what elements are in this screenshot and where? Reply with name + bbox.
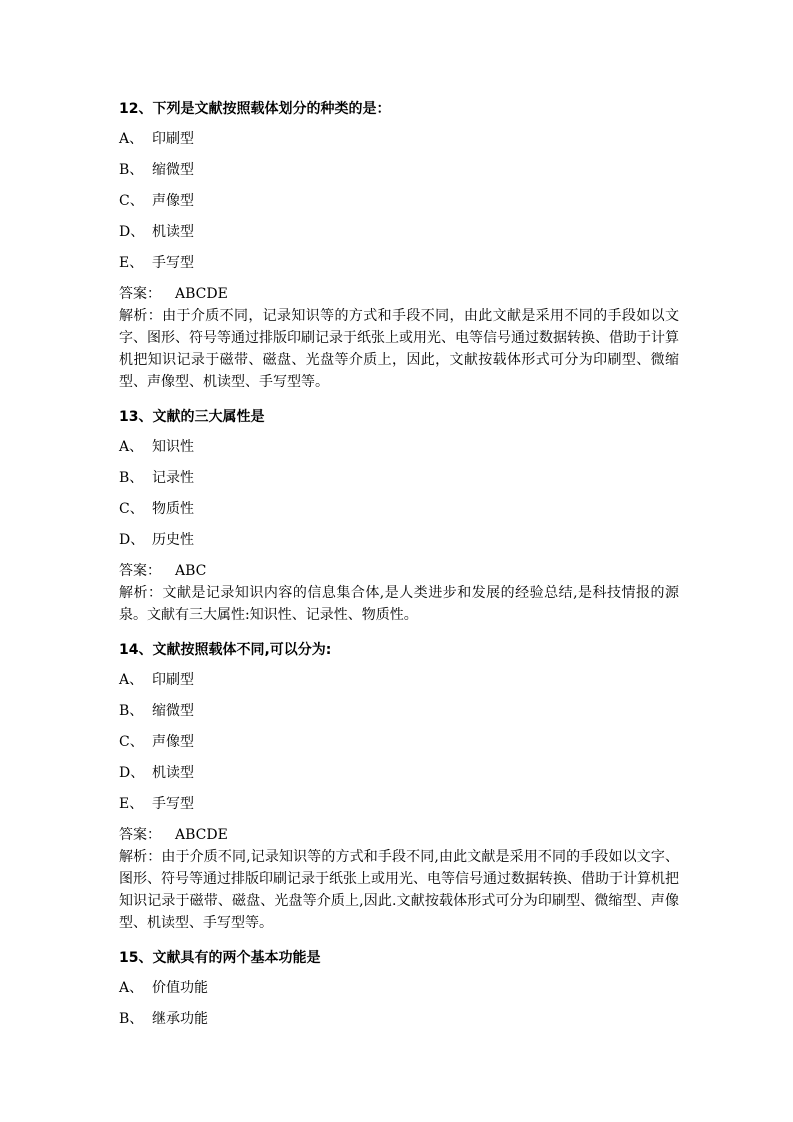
option-a <box>119 129 679 149</box>
answer-line <box>119 825 679 846</box>
option-text: 机读型 <box>152 224 194 240</box>
option-a <box>119 670 679 690</box>
option-text: 声像型 <box>152 734 194 750</box>
option-c <box>119 732 679 752</box>
option-b <box>119 1009 679 1029</box>
option-letter: B、 <box>119 162 144 178</box>
option-text: 价值功能 <box>152 980 208 996</box>
option-text: 记录性 <box>152 470 194 486</box>
option-letter: E、 <box>119 255 144 271</box>
option-text: 知识性 <box>152 439 194 455</box>
question-12 <box>119 100 679 393</box>
question-15 <box>119 949 679 1029</box>
option-letter: A、 <box>119 980 144 996</box>
option-letter: C、 <box>119 501 144 517</box>
option-text: 机读型 <box>152 765 194 781</box>
question-14 <box>119 641 679 934</box>
option-a <box>119 978 679 998</box>
option-letter: B、 <box>119 1011 144 1027</box>
option-d <box>119 763 679 783</box>
document-page <box>119 100 679 1040</box>
option-e <box>119 794 679 814</box>
answer-line <box>119 561 679 582</box>
option-letter: A、 <box>119 439 144 455</box>
option-letter: A、 <box>119 131 144 147</box>
question-13 <box>119 408 679 626</box>
answer-line <box>119 284 679 305</box>
option-letter: C、 <box>119 193 144 209</box>
option-e <box>119 253 679 273</box>
explanation: 解析：由于介质不同,记录知识等的方式和手段不同,由此文献是采用不同的手段如以文字、图形、符号等通过排版印刷记录于纸张上或用光、电等信号通过数据转换、借助于计算机把知识记录于磁带、磁盘、光盘等介质上,因此.文献按载体形式可分为印刷型、微缩型、声像型、机读型、手写型等。 <box>119 849 679 931</box>
option-letter: D、 <box>119 224 145 240</box>
answer-value: ABC <box>175 563 207 579</box>
answer-value: ABCDE <box>175 286 228 302</box>
option-c <box>119 191 679 211</box>
option-letter: C、 <box>119 734 144 750</box>
question-title: 14、文献按照载体不同,可以分为: <box>119 642 332 658</box>
answer-value: ABCDE <box>175 827 228 843</box>
option-letter: B、 <box>119 703 144 719</box>
explanation: 解析：文献是记录知识内容的信息集合体,是人类进步和发展的经验总结,是科技情报的源泉。文献有三大属性:知识性、记录性、物质性。 <box>119 585 679 623</box>
option-letter: D、 <box>119 765 145 781</box>
option-d <box>119 530 679 550</box>
option-letter: E、 <box>119 796 144 812</box>
option-a <box>119 437 679 457</box>
answer-label: 答案： <box>119 563 161 579</box>
option-b <box>119 468 679 488</box>
option-letter: D、 <box>119 532 145 548</box>
option-text: 印刷型 <box>152 131 194 147</box>
option-text: 缩微型 <box>152 703 194 719</box>
option-text: 历史性 <box>152 532 194 548</box>
option-text: 缩微型 <box>152 162 194 178</box>
option-text: 继承功能 <box>152 1011 208 1027</box>
answer-label: 答案： <box>119 827 161 843</box>
option-text: 物质性 <box>152 501 194 517</box>
option-b <box>119 701 679 721</box>
question-title: 13、文献的三大属性是 <box>119 409 265 425</box>
option-letter: B、 <box>119 470 144 486</box>
option-text: 声像型 <box>152 193 194 209</box>
option-text: 手写型 <box>152 255 194 271</box>
answer-label: 答案： <box>119 286 161 302</box>
option-letter: A、 <box>119 672 144 688</box>
option-text: 印刷型 <box>152 672 194 688</box>
option-b <box>119 160 679 180</box>
option-text: 手写型 <box>152 796 194 812</box>
option-d <box>119 222 679 242</box>
option-c <box>119 499 679 519</box>
question-title: 12、下列是文献按照载体划分的种类的是： <box>119 101 391 117</box>
question-title: 15、文献具有的两个基本功能是 <box>119 950 321 966</box>
explanation: 解析：由于介质不同，记录知识等的方式和手段不同，由此文献是采用不同的手段如以文字、图形、符号等通过排版印刷记录于纸张上或用光、电等信号通过数据转换、借助于计算机把知识记录于磁带、磁盘、光盘等介质上，因此，文献按载体形式可分为印刷型、微缩型、声像型、机读型、手写型等。 <box>119 308 679 390</box>
